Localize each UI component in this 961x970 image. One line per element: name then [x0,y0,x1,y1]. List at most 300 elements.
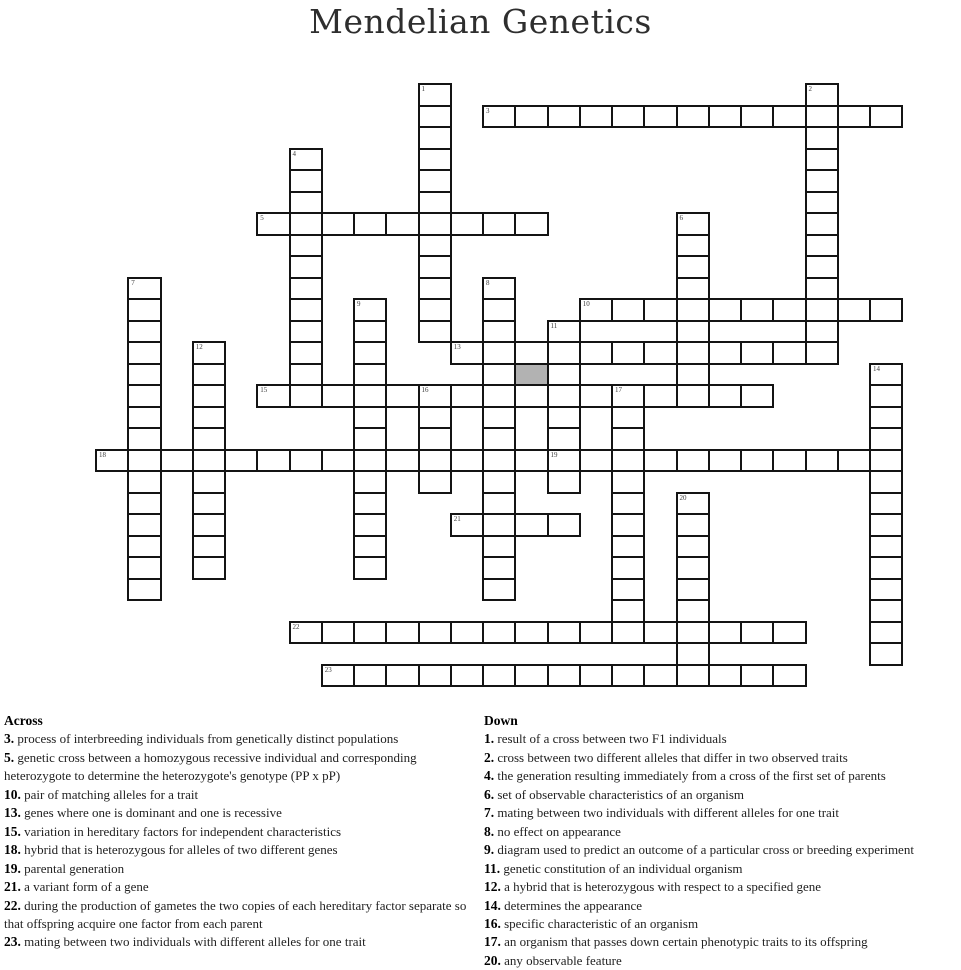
grid-cell[interactable] [611,427,645,451]
grid-cell[interactable] [353,621,387,645]
grid-cell[interactable] [482,578,516,602]
grid-cell[interactable] [482,556,516,580]
grid-cell[interactable] [869,556,903,580]
grid-cell[interactable] [869,578,903,602]
cell-number: 6 [679,214,683,222]
grid-cell[interactable] [192,535,226,559]
grid-cell[interactable] [869,449,903,473]
grid-cell[interactable] [869,406,903,430]
grid-cell[interactable] [450,664,484,688]
grid-cell[interactable] [418,298,452,322]
down-clues-section [484,712,961,970]
grid-cell[interactable] [837,105,871,129]
grid-cell[interactable] [579,298,613,322]
grid-cell[interactable] [418,255,452,279]
grid-cell[interactable] [321,449,355,473]
grid-cell[interactable] [256,384,290,408]
grid-cell[interactable] [385,384,419,408]
grid-cell-highlighted[interactable] [514,363,548,387]
grid-cell[interactable] [869,492,903,516]
grid-cell[interactable] [643,664,677,688]
grid-cell[interactable] [676,341,710,365]
across-clues-section [4,712,482,952]
grid-cell[interactable] [418,277,452,301]
grid-cell[interactable] [708,298,742,322]
grid-cell[interactable] [353,384,387,408]
grid-cell[interactable] [482,492,516,516]
grid-cell[interactable] [676,578,710,602]
grid-cell[interactable] [127,535,161,559]
cell-number: 7 [131,278,135,287]
clue-item: 5. genetic cross between a homozygous recessive individual and corresponding heterozygote to determine the heterozygote's genotype (PP x pP) [4,749,417,784]
grid-cell[interactable] [192,492,226,516]
clue-number: 3. [4,731,15,747]
across-clues-list [4,730,482,951]
grid-cell[interactable] [482,470,516,494]
clue-item: 11. genetic constitution of an individual organism [484,860,743,876]
grid-cell[interactable] [353,427,387,451]
grid-cell[interactable] [160,449,194,473]
grid-cell[interactable] [353,341,387,365]
grid-cell[interactable] [514,105,548,129]
cell-number: 18 [99,450,106,459]
cell-number: 20 [679,493,687,502]
clue-item: 23. mating between two individuals with different alleles for one trait [4,934,366,950]
cell-number: 21 [453,515,461,523]
grid-cell[interactable] [740,664,774,688]
cell-number: 22 [292,622,300,631]
grid-cell[interactable] [127,363,161,387]
clue-number: 6. [484,786,495,802]
grid-cell[interactable] [611,298,645,322]
grid-cell[interactable] [772,664,806,688]
grid-cell[interactable] [676,535,710,559]
grid-cell[interactable] [708,664,742,688]
grid-cell[interactable] [676,363,710,387]
grid-cell[interactable] [869,599,903,623]
clue-item: 8. no effect on appearance [484,823,621,839]
grid-cell[interactable] [192,449,226,473]
grid-cell[interactable] [772,298,806,322]
grid-cell[interactable] [127,427,161,451]
grid-cell[interactable] [547,621,581,645]
clue-item: 4. the generation resulting immediately from a cross of the first set of parents [484,768,886,784]
grid-cell[interactable] [482,513,516,537]
grid-cell[interactable] [418,126,452,150]
grid-cell[interactable] [385,212,419,236]
grid-cell[interactable] [740,449,774,473]
grid-cell[interactable] [514,341,548,365]
cell-number: 5 [260,214,264,222]
grid-cell[interactable] [708,621,742,645]
grid-cell[interactable] [805,191,839,215]
grid-cell[interactable] [611,470,645,494]
grid-cell[interactable] [482,363,516,387]
grid-cell[interactable] [676,105,710,129]
grid-cell[interactable] [740,341,774,365]
grid-cell[interactable] [611,556,645,580]
grid-cell[interactable] [805,169,839,193]
clue-item: 18. hybrid that is heterozygous for alleles of two different genes [4,842,338,858]
grid-cell[interactable] [869,298,903,322]
grid-cell[interactable] [321,664,355,688]
grid-cell[interactable] [450,513,484,537]
grid-cell[interactable] [611,341,645,365]
grid-cell[interactable] [418,83,452,107]
grid-cell[interactable] [547,320,581,344]
grid-cell[interactable] [805,148,839,172]
grid-cell[interactable] [772,621,806,645]
grid-cell[interactable] [740,621,774,645]
grid-cell[interactable] [418,105,452,129]
grid-cell[interactable] [192,556,226,580]
grid-cell[interactable] [353,320,387,344]
grid-cell[interactable] [676,492,710,516]
grid-cell[interactable] [127,556,161,580]
grid-cell[interactable] [418,212,452,236]
grid-cell[interactable] [418,191,452,215]
grid-cell[interactable] [676,255,710,279]
grid-cell[interactable] [772,341,806,365]
grid-cell[interactable] [869,621,903,645]
grid-cell[interactable] [772,449,806,473]
grid-cell[interactable] [869,513,903,537]
grid-cell[interactable] [289,341,323,365]
grid-cell[interactable] [256,212,290,236]
grid-cell[interactable] [869,105,903,129]
cell-number: 13 [453,343,461,351]
grid-cell[interactable] [676,599,710,623]
grid-cell[interactable] [482,621,516,645]
grid-cell[interactable] [643,384,677,408]
grid-cell[interactable] [547,406,581,430]
grid-cell[interactable] [289,169,323,193]
grid-cell[interactable] [418,406,452,430]
grid-cell[interactable] [321,621,355,645]
grid-cell[interactable] [353,535,387,559]
grid-cell[interactable] [482,341,516,365]
grid-cell[interactable] [611,492,645,516]
grid-cell[interactable] [547,384,581,408]
grid-cell[interactable] [805,126,839,150]
clue-number: 8. [484,823,495,839]
clue-number: 14. [484,897,501,913]
grid-cell[interactable] [547,427,581,451]
grid-cell[interactable] [289,191,323,215]
grid-cell[interactable] [579,105,613,129]
grid-cell[interactable] [547,664,581,688]
grid-cell[interactable] [127,492,161,516]
grid-cell[interactable] [740,298,774,322]
grid-cell[interactable] [289,449,323,473]
grid-cell[interactable] [611,664,645,688]
grid-cell[interactable] [482,105,516,129]
grid-cell[interactable] [353,556,387,580]
grid-cell[interactable] [547,341,581,365]
clue-number: 1. [484,731,495,747]
grid-cell[interactable] [289,255,323,279]
grid-cell[interactable] [482,406,516,430]
grid-cell[interactable] [837,298,871,322]
grid-cell[interactable] [676,212,710,236]
grid-cell[interactable] [611,578,645,602]
grid-cell[interactable] [708,105,742,129]
grid-cell[interactable] [353,492,387,516]
grid-cell[interactable] [418,148,452,172]
grid-cell[interactable] [482,384,516,408]
grid-cell[interactable] [805,83,839,107]
grid-cell[interactable] [805,298,839,322]
grid-cell[interactable] [127,449,161,473]
grid-cell[interactable] [127,513,161,537]
across-heading: Across [4,713,43,728]
grid-cell[interactable] [579,621,613,645]
clue-item: 14. determines the appearance [484,897,642,913]
grid-cell[interactable] [676,621,710,645]
grid-cell[interactable] [611,406,645,430]
clue-number: 4. [484,768,495,784]
grid-cell[interactable] [579,384,613,408]
cell-number: 16 [421,386,429,394]
grid-cell[interactable] [289,234,323,258]
grid-cell[interactable] [611,384,645,408]
clue-number: 18. [4,842,21,858]
grid-cell[interactable] [482,298,516,322]
grid-cell[interactable] [353,449,387,473]
grid-cell[interactable] [127,578,161,602]
cell-number: 8 [486,278,490,287]
grid-cell[interactable] [450,384,484,408]
grid-cell[interactable] [353,664,387,688]
grid-cell[interactable] [482,277,516,301]
grid-cell[interactable] [192,363,226,387]
grid-cell[interactable] [514,621,548,645]
cell-number: 9 [357,300,361,308]
grid-cell[interactable] [353,298,387,322]
grid-cell[interactable] [514,212,548,236]
cell-number: 2 [808,85,812,93]
grid-cell[interactable] [547,470,581,494]
grid-cell[interactable] [805,234,839,258]
grid-cell[interactable] [772,105,806,129]
grid-cell[interactable] [482,449,516,473]
grid-cell[interactable] [482,664,516,688]
grid-cell[interactable] [547,363,581,387]
grid-cell[interactable] [611,449,645,473]
clue-item: 16. specific characteristic of an organism [484,915,699,931]
grid-cell[interactable] [192,406,226,430]
cell-number: 12 [195,343,203,351]
clue-item: 12. a hybrid that is heterozygous with respect to a specified gene [484,879,822,895]
grid-cell[interactable] [676,298,710,322]
clue-item: 21. a variant form of a gene [4,879,149,895]
clue-number: 10. [4,786,21,802]
clue-number: 22. [4,897,21,913]
grid-cell[interactable] [514,513,548,537]
cell-number: 19 [550,450,558,459]
grid-cell[interactable] [708,449,742,473]
clue-number: 21. [4,879,21,895]
grid-cell[interactable] [127,341,161,365]
grid-cell[interactable] [289,621,323,645]
clue-number: 9. [484,842,495,858]
grid-cell[interactable] [192,384,226,408]
grid-cell[interactable] [514,664,548,688]
grid-cell[interactable] [579,341,613,365]
grid-cell[interactable] [676,234,710,258]
cell-number: 4 [292,149,296,158]
grid-cell[interactable] [256,449,290,473]
grid-cell[interactable] [418,664,452,688]
grid-cell[interactable] [579,664,613,688]
grid-cell[interactable] [385,664,419,688]
clue-number: 20. [484,952,501,968]
grid-cell[interactable] [353,470,387,494]
clue-number: 7. [484,805,495,821]
clue-number: 15. [4,823,21,839]
grid-cell[interactable] [418,621,452,645]
grid-cell[interactable] [869,427,903,451]
grid-cell[interactable] [192,341,226,365]
clue-item: 15. variation in hereditary factors for independent characteristics [4,823,342,839]
grid-cell[interactable] [643,298,677,322]
grid-cell[interactable] [643,449,677,473]
grid-cell[interactable] [127,406,161,430]
grid-cell[interactable] [127,320,161,344]
grid-cell[interactable] [353,363,387,387]
grid-cell[interactable] [353,212,387,236]
grid-cell[interactable] [805,105,839,129]
grid-cell[interactable] [611,105,645,129]
clue-number: 17. [484,934,501,950]
grid-cell[interactable] [676,664,710,688]
grid-cell[interactable] [643,621,677,645]
cell-number: 15 [260,386,268,394]
grid-cell[interactable] [482,535,516,559]
grid-cell[interactable] [385,621,419,645]
grid-cell[interactable] [676,384,710,408]
grid-cell[interactable] [289,298,323,322]
grid-cell[interactable] [450,341,484,365]
grid-cell[interactable] [127,298,161,322]
grid-cell[interactable] [450,621,484,645]
grid-cell[interactable] [676,277,710,301]
grid-cell[interactable] [482,320,516,344]
grid-cell[interactable] [192,513,226,537]
grid-cell[interactable] [805,449,839,473]
grid-cell[interactable] [837,449,871,473]
grid-cell[interactable] [192,470,226,494]
grid-cell[interactable] [547,105,581,129]
grid-cell[interactable] [611,513,645,537]
grid-cell[interactable] [418,384,452,408]
grid-cell[interactable] [708,341,742,365]
grid-cell[interactable] [482,212,516,236]
grid-cell[interactable] [289,363,323,387]
grid-cell[interactable] [514,384,548,408]
grid-cell[interactable] [289,148,323,172]
grid-cell[interactable] [192,427,226,451]
grid-cell[interactable] [805,255,839,279]
grid-cell[interactable] [418,169,452,193]
clue-item: 20. any observable feature [484,952,622,968]
grid-cell[interactable] [676,642,710,666]
clue-item: 19. parental generation [4,860,125,876]
grid-cell[interactable] [740,105,774,129]
grid-cell[interactable] [643,105,677,129]
grid-cell[interactable] [676,320,710,344]
grid-cell[interactable] [676,513,710,537]
page-title: Mendelian Genetics [309,2,652,41]
grid-cell[interactable] [643,341,677,365]
grid-cell[interactable] [289,384,323,408]
grid-cell[interactable] [95,449,129,473]
grid-cell[interactable] [805,320,839,344]
grid-cell[interactable] [611,599,645,623]
grid-cell[interactable] [289,320,323,344]
grid-cell[interactable] [353,513,387,537]
grid-cell[interactable] [289,212,323,236]
grid-cell[interactable] [289,277,323,301]
cell-number: 11 [550,321,558,330]
grid-cell[interactable] [611,621,645,645]
grid-cell[interactable] [869,642,903,666]
grid-cell[interactable] [805,277,839,301]
grid-cell[interactable] [547,449,581,473]
grid-cell[interactable] [224,449,258,473]
grid-cell[interactable] [805,212,839,236]
grid-cell[interactable] [450,449,484,473]
grid-cell[interactable] [321,384,355,408]
grid-cell[interactable] [418,320,452,344]
grid-cell[interactable] [127,277,161,301]
grid-cell[interactable] [418,234,452,258]
grid-cell[interactable] [579,449,613,473]
grid-cell[interactable] [127,384,161,408]
grid-cell[interactable] [321,212,355,236]
grid-cell[interactable] [514,449,548,473]
grid-cell[interactable] [127,470,161,494]
grid-cell[interactable] [482,427,516,451]
grid-cell[interactable] [418,427,452,451]
grid-cell[interactable] [869,363,903,387]
grid-cell[interactable] [805,341,839,365]
grid-cell[interactable] [740,384,774,408]
grid-cell[interactable] [353,406,387,430]
grid-cell[interactable] [547,513,581,537]
clue-number: 23. [4,934,21,950]
clue-item: 1. result of a cross between two F1 individuals [484,731,727,747]
grid-cell[interactable] [611,535,645,559]
clue-item: 13. genes where one is dominant and one is recessive [4,805,282,821]
cell-number: 1 [421,85,425,93]
clue-number: 11. [484,860,501,876]
grid-cell[interactable] [450,212,484,236]
grid-cell[interactable] [869,470,903,494]
grid-cell[interactable] [869,535,903,559]
grid-cell[interactable] [676,556,710,580]
grid-cell[interactable] [418,449,452,473]
grid-cell[interactable] [385,449,419,473]
down-clues-list [484,730,961,970]
grid-cell[interactable] [708,384,742,408]
clue-item: 3. process of interbreeding individuals from genetically distinct populations [4,731,399,747]
grid-cell[interactable] [869,384,903,408]
clue-number: 16. [484,915,501,931]
grid-cell[interactable] [418,470,452,494]
grid-cell[interactable] [676,449,710,473]
clue-item: 22. during the production of gametes the two copies of each hereditary factor separate so that offspring acquire one factor from each parent [4,897,467,931]
